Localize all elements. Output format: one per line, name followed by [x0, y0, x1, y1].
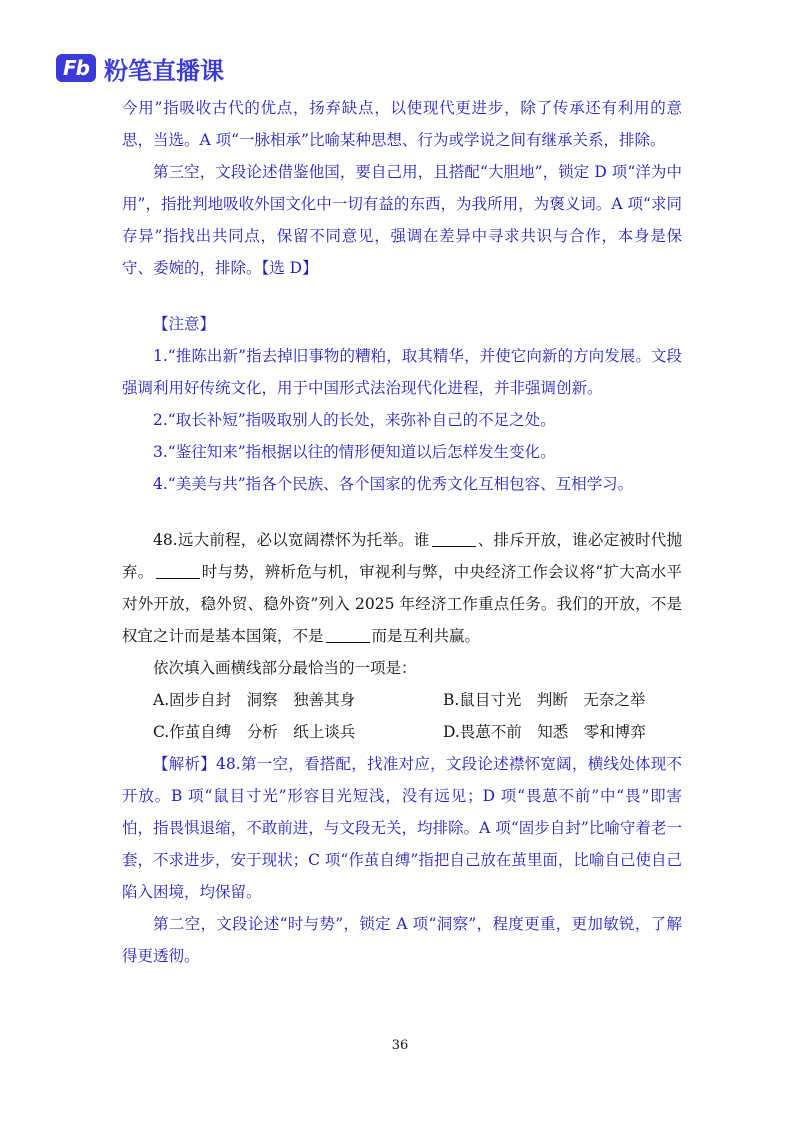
option-b: B.鼠目寸光 判断 无奈之举: [443, 691, 646, 709]
brand-name: 粉笔直播课: [104, 56, 224, 85]
blank-3: [326, 624, 370, 643]
prev-analysis-line1: 今用”指吸收古代的优点，扬弃缺点，以使现代更进步，除了传承还有利用的意思，当选。A 项“一脉相承”比喻某种思想、行为或学说之间有继承关系，排除。: [122, 99, 682, 149]
note-item: 3.“鉴往知来”指根据以往的情形便知道以后怎样发生变化。: [153, 443, 556, 461]
option-d: D.畏葸不前 知悉 零和博弈: [443, 723, 646, 741]
question-text-4: 而是互利共赢。: [371, 627, 481, 645]
question-stem: [122, 524, 682, 652]
option-c: C.作茧自缚 分析 纸上谈兵: [153, 723, 356, 741]
note-item: 2.“取长补短”指吸取别人的长处，来弥补自己的不足之处。: [153, 411, 556, 429]
page-number: 36: [391, 1038, 409, 1053]
note-item: 1.“推陈出新”指去掉旧事物的糟粕，取其精华，并使它向新的方向发展。文段强调利用好传统文化，用于中国形式法治现代化进程，并非强调创新。: [122, 347, 682, 397]
notes-heading: 【注意】: [153, 315, 216, 333]
analysis-para1: 【解析】48.第一空，看搭配，找准对应，文段论述襟怀宽阔，横线处体现不开放。B 项“鼠目寸光”形容目光短浅，没有远见；D 项“畏葸不前”中“畏”即害怕，指畏惧退缩，不敢前进，与文段无关，均排除。A 项“固步自封”比喻守着老一套，不求进步，安于现状；C 项“作茧自缚”指把自己放在茧里面，比喻自己使自己陷入困境，均保留。: [122, 755, 682, 901]
document-body: [122, 92, 682, 972]
note-item: 4.“美美与共”指各个民族、各个国家的优秀文化互相包容、互相学习。: [153, 475, 634, 493]
question-text-2: 、排斥开放，谁必定被时代抛弃。: [122, 531, 682, 581]
analysis-para2: 第二空，文段论述“时与势”，锁定 A 项“洞察”，程度更重，更加敏锐，了解得更透彻。: [122, 915, 682, 965]
question-prompt: 依次填入画横线部分最恰当的一项是：: [153, 659, 417, 677]
logo-icon: Fb: [56, 54, 96, 82]
option-a: A.固步自封 洞察 独善其身: [153, 691, 356, 709]
blank-2: [156, 560, 200, 579]
prev-analysis-line2: 第三空，文段论述借鉴他国，要自己用，且搭配“大胆地”，锁定 D 项“洋为中用”，指批判地吸收外国文化中一切有益的东西，为我所用，为褒义词。A 项“求同存异”指找出共同点，保留不同意见，强调在差异中寻求共识与合作，本身是保守、委婉的，排除。【选 D】: [122, 163, 682, 277]
header: [56, 48, 224, 88]
question-text-1: 48.远大前程，必以宽阔襟怀为托举。谁: [153, 531, 430, 549]
options-grid: [122, 684, 682, 748]
blank-1: [432, 528, 476, 547]
question-text-3: 时与势，辨析危与机，审视利与弊，中央经济工作会议将“扩大高水平对外开放，稳外贸、稳外资”列入 2025 年经济工作重点任务。我们的开放，不是权宜之计而是基本国策，不是: [122, 563, 682, 645]
